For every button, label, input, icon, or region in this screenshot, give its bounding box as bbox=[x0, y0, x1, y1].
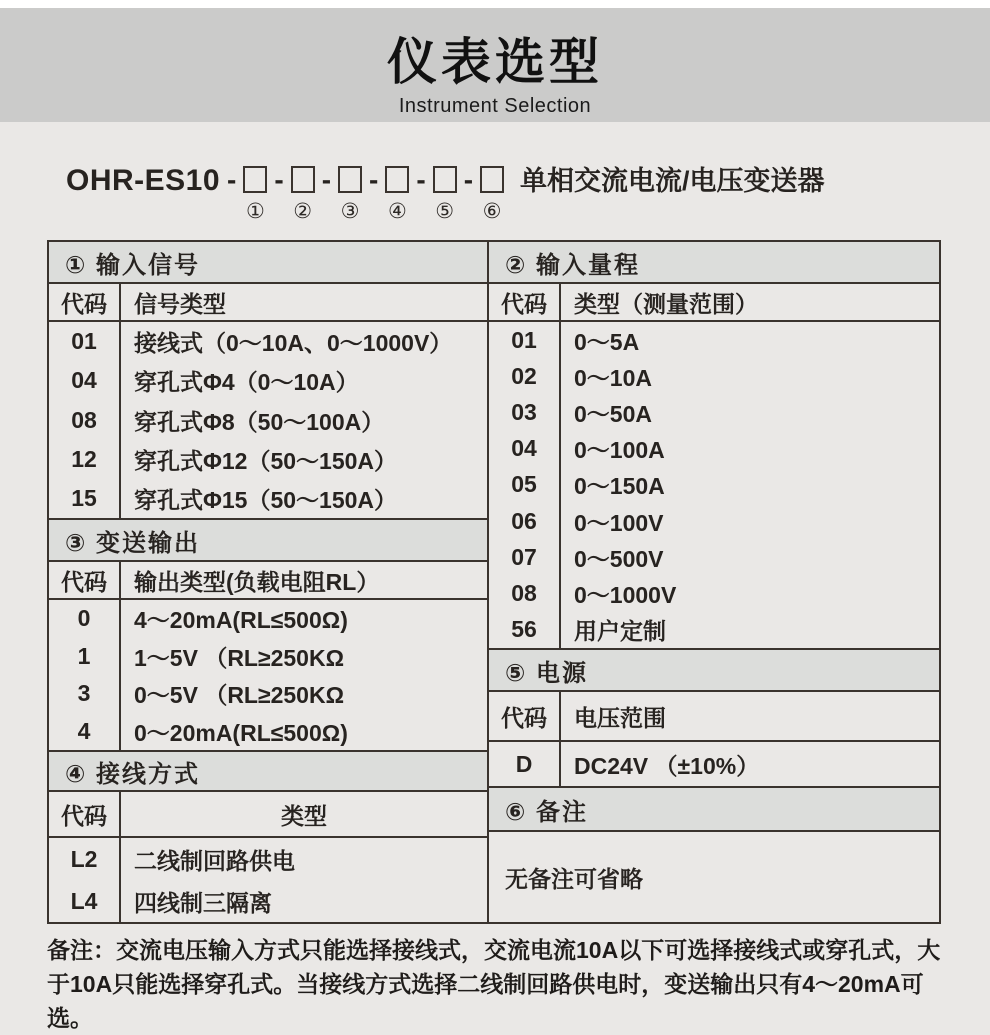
column-header-row bbox=[489, 284, 939, 322]
model-slot-3 bbox=[338, 166, 362, 223]
type-cell: 1～5V （RL≥250KΩ bbox=[119, 638, 487, 676]
type-cell: 0～10A bbox=[559, 358, 939, 394]
model-code-box bbox=[291, 166, 315, 193]
table-row bbox=[489, 431, 939, 467]
code-cell: 02 bbox=[511, 362, 537, 389]
type-cell: 0～500V bbox=[559, 539, 939, 575]
type-cell: 0～1000V bbox=[559, 576, 939, 612]
code-cell: 04 bbox=[71, 367, 97, 394]
code-cell: 05 bbox=[511, 471, 537, 498]
slot-number: ④ bbox=[387, 200, 407, 223]
slot-number: ② bbox=[293, 200, 313, 223]
section-header: ③ 变送输出 bbox=[49, 520, 487, 562]
table-row bbox=[49, 361, 487, 400]
column-header-code: 代码 bbox=[61, 568, 107, 595]
code-cell: 56 bbox=[511, 616, 537, 643]
model-slot-5 bbox=[433, 166, 457, 223]
page-subtitle: Instrument Selection bbox=[398, 95, 592, 117]
table-row bbox=[489, 539, 939, 575]
table-row bbox=[49, 675, 487, 713]
section-header: ① 输入信号 bbox=[49, 242, 487, 284]
table-row bbox=[489, 612, 939, 648]
title-band bbox=[0, 8, 990, 122]
type-cell: DC24V （±10%） bbox=[559, 742, 939, 786]
dash-separator: - bbox=[416, 164, 426, 195]
column-header-type: 类型 bbox=[119, 792, 487, 836]
section-wiring bbox=[49, 752, 487, 922]
code-cell: 07 bbox=[511, 543, 537, 570]
table-left-column bbox=[49, 242, 487, 922]
model-code-box bbox=[385, 166, 409, 193]
slot-number: ③ bbox=[340, 200, 360, 223]
section-input-range bbox=[489, 242, 939, 650]
type-cell: 接线式（0～10A、0～1000V） bbox=[119, 322, 487, 361]
table-row bbox=[49, 838, 487, 880]
top-margin bbox=[0, 0, 990, 8]
code-cell: 15 bbox=[71, 484, 97, 511]
table-row bbox=[489, 322, 939, 358]
code-cell: 12 bbox=[71, 445, 97, 472]
section-header: ⑥ 备注 bbox=[489, 788, 939, 832]
code-cell: 1 bbox=[77, 642, 91, 669]
table-row bbox=[489, 394, 939, 430]
footnote: 备注：交流电压输入方式只能选择接线式，交流电流10A以下可选择接线式或穿孔式，大于10A只能选择穿孔式。当接线方式选择二线制回路供电时，变送输出只有4～20mA可选。 bbox=[47, 937, 941, 1032]
column-header-row bbox=[49, 792, 487, 838]
column-header-code: 代码 bbox=[61, 802, 107, 829]
table-row bbox=[49, 600, 487, 638]
model-code-box bbox=[338, 166, 362, 193]
section-output bbox=[49, 520, 487, 752]
model-slot-4 bbox=[385, 166, 409, 223]
column-header-code: 代码 bbox=[501, 290, 547, 317]
code-cell: 4 bbox=[77, 717, 91, 744]
code-cell: 06 bbox=[511, 507, 537, 534]
type-cell: 穿孔式Φ8（50～100A） bbox=[119, 400, 487, 439]
column-header-row bbox=[49, 562, 487, 600]
type-cell: 穿孔式Φ4（0～10A） bbox=[119, 361, 487, 400]
table-row bbox=[489, 742, 939, 786]
type-cell: 0～5V （RL≥250KΩ bbox=[119, 675, 487, 713]
code-cell: 08 bbox=[511, 580, 537, 607]
dash-separator: - bbox=[369, 164, 379, 195]
section-rows bbox=[489, 832, 939, 922]
model-slot-2 bbox=[291, 166, 315, 223]
section-power bbox=[489, 650, 939, 788]
table-row bbox=[489, 503, 939, 539]
code-cell: D bbox=[515, 750, 533, 777]
code-cell: 03 bbox=[511, 399, 537, 426]
section-input-signal bbox=[49, 242, 487, 520]
code-cell: 01 bbox=[511, 326, 537, 353]
type-cell: 4～20mA(RL≤500Ω) bbox=[119, 600, 487, 638]
code-cell: L2 bbox=[70, 845, 98, 872]
table-right-column bbox=[487, 242, 939, 922]
type-cell: 二线制回路供电 bbox=[119, 838, 487, 880]
model-code-box bbox=[433, 166, 457, 193]
selection-table bbox=[47, 240, 941, 924]
slot-number: ⑥ bbox=[482, 200, 502, 223]
type-cell: 0～150A bbox=[559, 467, 939, 503]
dash-separator: - bbox=[321, 164, 332, 195]
page-title: 仪表选型 bbox=[387, 34, 603, 90]
model-slot-6 bbox=[480, 166, 504, 223]
table-row bbox=[489, 467, 939, 503]
section-header: ② 输入量程 bbox=[489, 242, 939, 284]
column-header-row bbox=[49, 284, 487, 322]
table-row bbox=[49, 440, 487, 479]
code-cell: 01 bbox=[71, 328, 97, 355]
type-cell: 0～5A bbox=[559, 322, 939, 358]
section-remarks bbox=[489, 788, 939, 922]
column-header-type: 信号类型 bbox=[119, 284, 487, 320]
code-cell: 0 bbox=[77, 605, 91, 632]
section-rows bbox=[49, 322, 487, 518]
section-rows bbox=[49, 600, 487, 750]
slot-number: ① bbox=[245, 200, 265, 223]
table-row bbox=[489, 576, 939, 612]
type-cell: 穿孔式Φ15（50～150A） bbox=[119, 479, 487, 518]
code-cell: 3 bbox=[77, 680, 91, 707]
type-cell: 无备注可省略 bbox=[505, 865, 643, 892]
table-row bbox=[49, 479, 487, 518]
product-description: 单相交流电流/电压变送器 bbox=[520, 166, 825, 196]
type-cell: 0～20mA(RL≤500Ω) bbox=[119, 713, 487, 751]
model-code-box bbox=[243, 166, 267, 193]
code-cell: 04 bbox=[511, 435, 537, 462]
section-header: ④ 接线方式 bbox=[49, 752, 487, 792]
column-header-code: 代码 bbox=[501, 704, 547, 731]
table-row bbox=[49, 880, 487, 922]
column-header-code: 代码 bbox=[61, 290, 107, 317]
table-row bbox=[489, 358, 939, 394]
type-cell: 0～100V bbox=[559, 503, 939, 539]
table-row bbox=[49, 713, 487, 751]
type-cell: 0～50A bbox=[559, 394, 939, 430]
column-header-type: 电压范围 bbox=[559, 692, 939, 740]
type-cell: 穿孔式Φ12（50～150A） bbox=[119, 440, 487, 479]
section-header: ⑤ 电源 bbox=[489, 650, 939, 692]
dash-separator: - bbox=[274, 164, 284, 195]
table-row bbox=[49, 638, 487, 676]
column-header-type: 类型（测量范围） bbox=[559, 284, 939, 320]
column-header-type: 输出类型(负载电阻RL） bbox=[119, 562, 487, 598]
dash-separator: - bbox=[227, 164, 237, 195]
column-header-row bbox=[489, 692, 939, 742]
code-cell: L4 bbox=[70, 887, 98, 914]
model-slot-1 bbox=[243, 166, 267, 223]
table-row bbox=[49, 400, 487, 439]
code-cell: 08 bbox=[71, 406, 97, 433]
section-rows bbox=[489, 742, 939, 786]
model-code-line bbox=[66, 166, 825, 223]
type-cell: 四线制三隔离 bbox=[119, 880, 487, 922]
slot-number: ⑤ bbox=[435, 200, 455, 223]
model-code-box bbox=[480, 166, 504, 193]
section-rows bbox=[489, 322, 939, 648]
section-rows bbox=[49, 838, 487, 922]
table-row bbox=[49, 322, 487, 361]
dash-separator: - bbox=[463, 164, 474, 195]
type-cell: 0～100A bbox=[559, 431, 939, 467]
model-prefix: OHR-ES10 bbox=[66, 164, 221, 197]
table-row bbox=[489, 832, 939, 922]
type-cell: 用户定制 bbox=[559, 612, 939, 648]
